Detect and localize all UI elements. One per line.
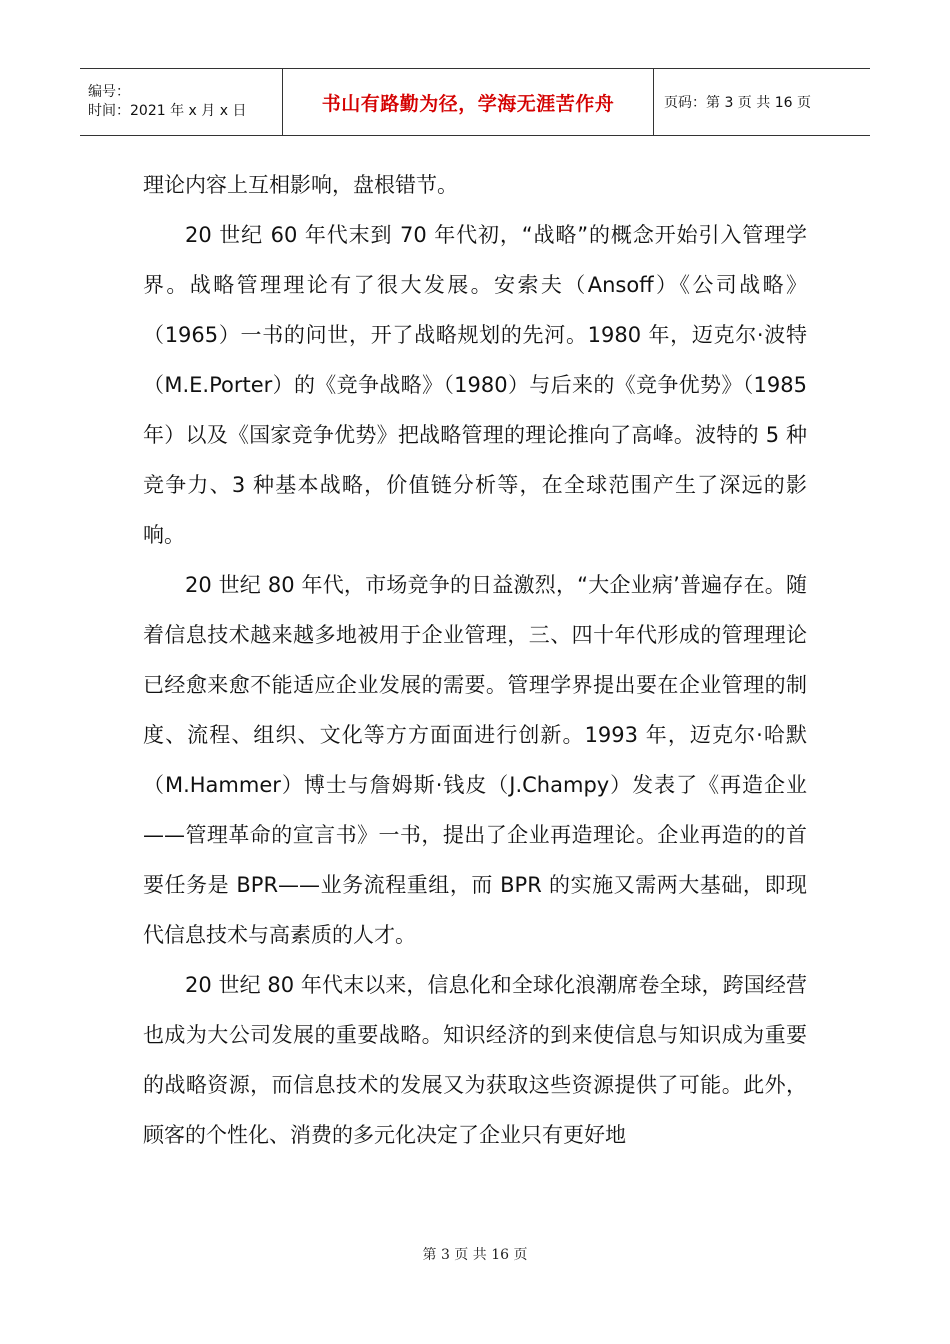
paragraph-continuation: 理论内容上互相影响，盘根错节。 xyxy=(143,173,458,197)
page-footer: 第 3 页 共 16 页 xyxy=(422,1247,528,1263)
document-number-label: 编号： xyxy=(88,84,130,100)
header-page-number: 页码：第 3 页 共 16 页 xyxy=(664,95,811,111)
header-motto: 书山有路勤为径，学海无涯苦作舟 xyxy=(282,69,654,135)
paragraph-strategy-history: 20 世纪 60 年代末到 70 年代初，“战略”的概念开始引入管理学界。战略管理理论有了很大发展。安索夫（Ansoff）《公司战略》（1965）一书的问世，开了战略规划的先河。1980 年，迈克尔·波特（M.E.Porter）的《竞争战略》（1980）与后来的《竞争优势》（1985 年）以及《国家竞争优势》把战略管理的理论推向了高峰。波特的 5 种竞争力、3 种基本战略，价值链分析等，在全球范围产生了深远的影响。 xyxy=(143,223,807,547)
page-header xyxy=(80,68,870,136)
document-body xyxy=(143,160,807,1160)
document-date-label: 时间：2021 年 x 月 x 日 xyxy=(88,103,247,119)
paragraph-business-reengineering: 20 世纪 80 年代，市场竞争的日益激烈，“大企业病’普遍存在。随着信息技术越来越多地被用于企业管理，三、四十年代形成的管理理论已经愈来愈不能适应企业发展的需要。管理学界提出要在企业管理的制度、流程、组织、文化等方方面面进行创新。1993 年，迈克尔·哈默（M.Hammer）博士与詹姆斯·钱皮（J.Champy）发表了《再造企业——管理革命的宣言书》一书，提出了企业再造理论。企业再造的的首要任务是 BPR——业务流程重组，而 BPR 的实施又需两大基础，即现代信息技术与高素质的人才。 xyxy=(143,573,807,947)
header-meta xyxy=(80,69,282,135)
paragraph-globalization: 20 世纪 80 年代末以来，信息化和全球化浪潮席卷全球，跨国经营也成为大公司发展的重要战略。知识经济的到来使信息与知识成为重要的战略资源，而信息技术的发展又为获取这些资源提供了可能。此外，顾客的个性化、消费的多元化决定了企业只有更好地 xyxy=(143,973,807,1147)
